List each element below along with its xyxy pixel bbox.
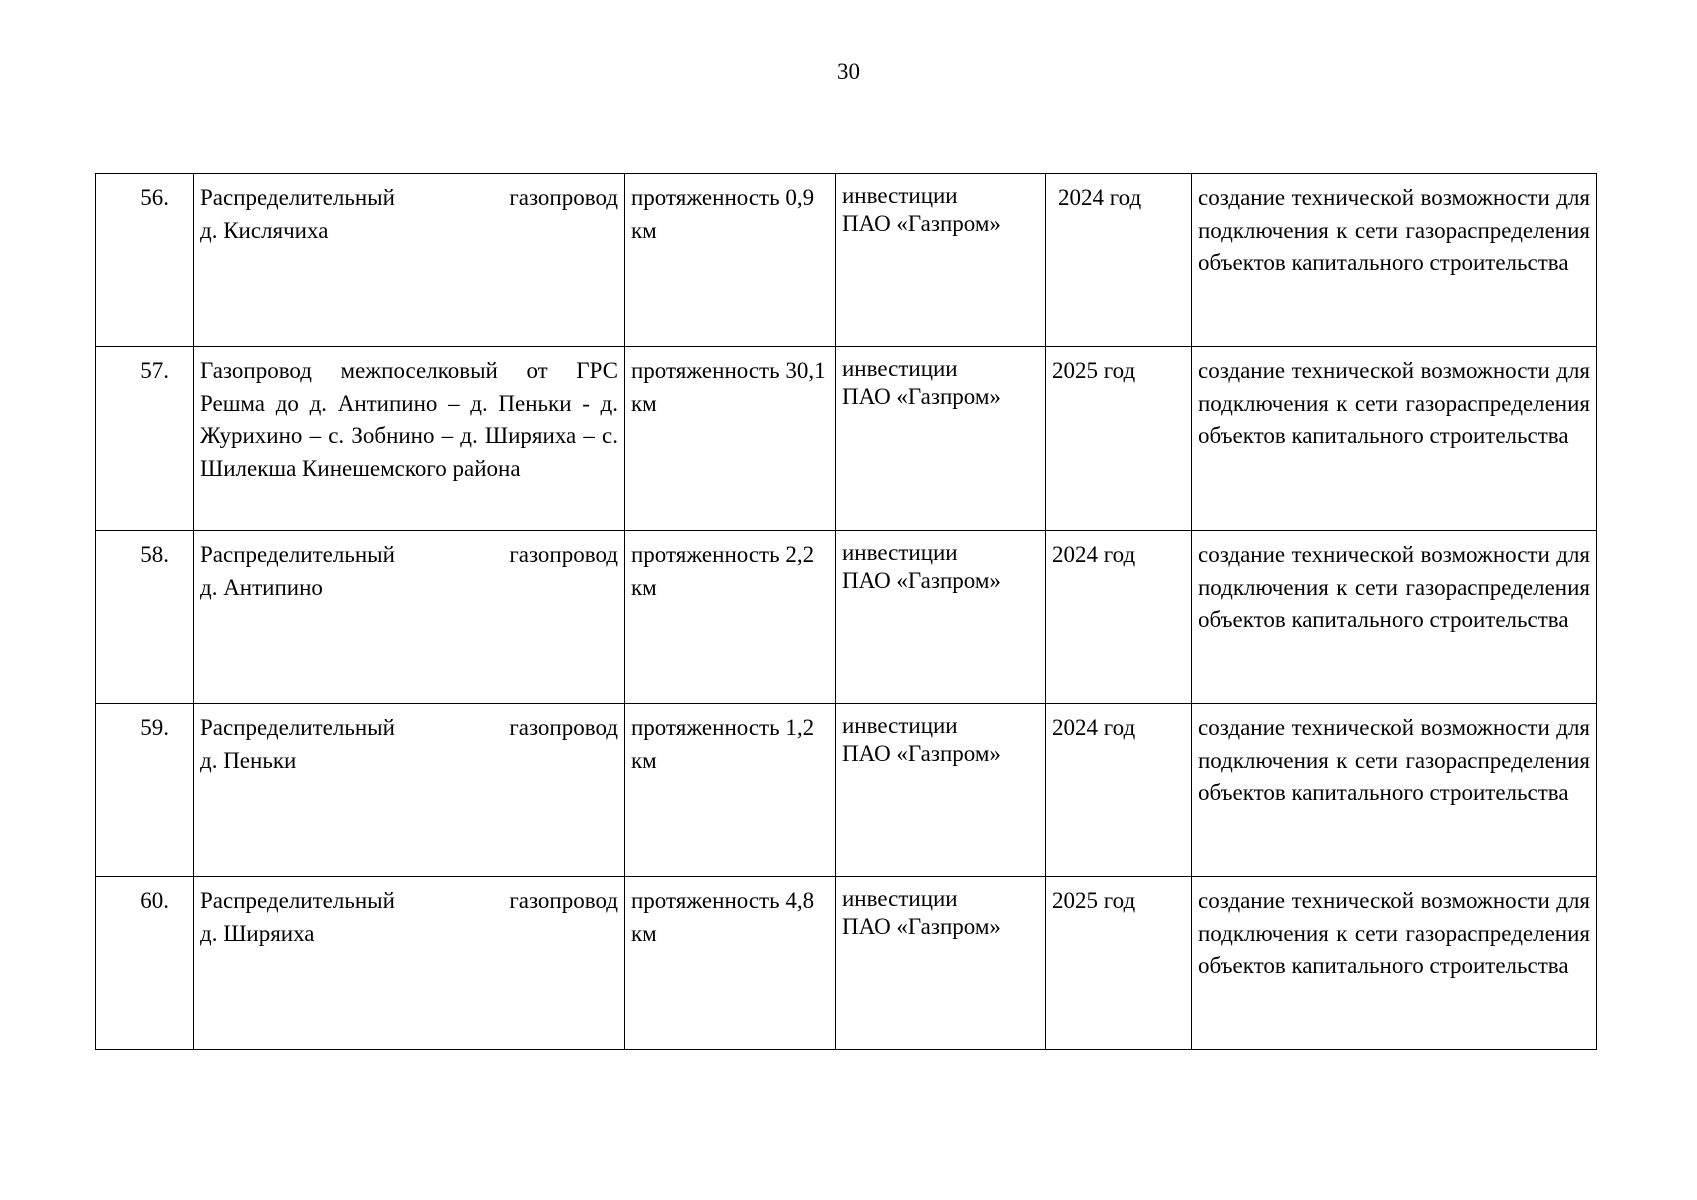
purpose: создание технической возможности для подключения к сети газораспределения объектов капитального строительства xyxy=(1192,704,1597,877)
funding-source-line: ПАО «Газпром» xyxy=(842,914,1001,939)
object-name-line xyxy=(200,885,618,918)
row-number: 58. xyxy=(96,531,194,704)
page-number: 30 xyxy=(837,59,860,84)
object-name-rest: д. Антипино xyxy=(200,574,323,600)
funding-source-line: ПАО «Газпром» xyxy=(842,741,1001,766)
object-name-word: газопровод xyxy=(509,185,618,210)
completion-year: 2025 год xyxy=(1046,347,1192,531)
object-name xyxy=(194,877,625,1050)
purpose: создание технической возможности для подключения к сети газораспределения объектов капитального строительства xyxy=(1192,347,1597,531)
funding-source xyxy=(836,531,1046,704)
object-length: протяженность 1,2 км xyxy=(625,704,836,877)
funding-source-line: инвестиции xyxy=(842,183,958,208)
object-name-word: газопровод xyxy=(509,888,618,913)
object-name-rest: д. Кислячиха xyxy=(200,217,329,243)
funding-source-line: ПАО «Газпром» xyxy=(842,568,1001,593)
funding-source xyxy=(836,174,1046,347)
funding-source-line: ПАО «Газпром» xyxy=(842,384,1001,409)
object-name xyxy=(194,704,625,877)
table-row xyxy=(96,174,1597,347)
completion-year: 2024 год xyxy=(1046,531,1192,704)
object-name-rest: д. Ширяиха xyxy=(200,920,315,946)
objects-table xyxy=(95,173,1597,1050)
row-number: 59. xyxy=(96,704,194,877)
completion-year: 2025 год xyxy=(1046,877,1192,1050)
object-name: Газопровод межпоселковый от ГРС Решма до д. Антипино – д. Пеньки - д. Журихино – с. Зобнино – д. Ширяиха – с. Шилекша Кинешемского района xyxy=(194,347,625,531)
funding-source-line: инвестиции xyxy=(842,540,958,565)
funding-source xyxy=(836,704,1046,877)
object-name-rest: д. Пеньки xyxy=(200,747,297,773)
object-name-word: Распределительный xyxy=(200,715,395,740)
object-name xyxy=(194,174,625,347)
object-name-word: газопровод xyxy=(509,715,618,740)
purpose: создание технической возможности для подключения к сети газораспределения объектов капитального строительства xyxy=(1192,531,1597,704)
funding-source xyxy=(836,347,1046,531)
purpose: создание технической возможности для подключения к сети газораспределения объектов капитального строительства xyxy=(1192,174,1597,347)
object-name-word: газопровод xyxy=(509,542,618,567)
object-name-line xyxy=(200,182,618,215)
object-length: протяженность 0,9 км xyxy=(625,174,836,347)
object-name-word: Распределительный xyxy=(200,888,395,913)
table-row xyxy=(96,347,1597,531)
table-row xyxy=(96,531,1597,704)
object-name xyxy=(194,531,625,704)
funding-source-line: инвестиции xyxy=(842,886,958,911)
row-number: 56. xyxy=(96,174,194,347)
object-name-word: Распределительный xyxy=(200,185,395,210)
completion-year: 2024 год xyxy=(1046,704,1192,877)
object-name-word: Распределительный xyxy=(200,542,395,567)
completion-year: 2024 год xyxy=(1046,174,1192,347)
row-number: 60. xyxy=(96,877,194,1050)
purpose: создание технической возможности для подключения к сети газораспределения объектов капитального строительства xyxy=(1192,877,1597,1050)
object-length: протяженность 2,2 км xyxy=(625,531,836,704)
row-number: 57. xyxy=(96,347,194,531)
object-name-line xyxy=(200,539,618,572)
table-row xyxy=(96,877,1597,1050)
table-row xyxy=(96,704,1597,877)
object-length: протяженность 30,1 км xyxy=(625,347,836,531)
funding-source-line: ПАО «Газпром» xyxy=(842,211,1001,236)
object-length: протяженность 4,8 км xyxy=(625,877,836,1050)
funding-source-line: инвестиции xyxy=(842,356,958,381)
object-name-line xyxy=(200,712,618,745)
funding-source-line: инвестиции xyxy=(842,713,958,738)
funding-source xyxy=(836,877,1046,1050)
